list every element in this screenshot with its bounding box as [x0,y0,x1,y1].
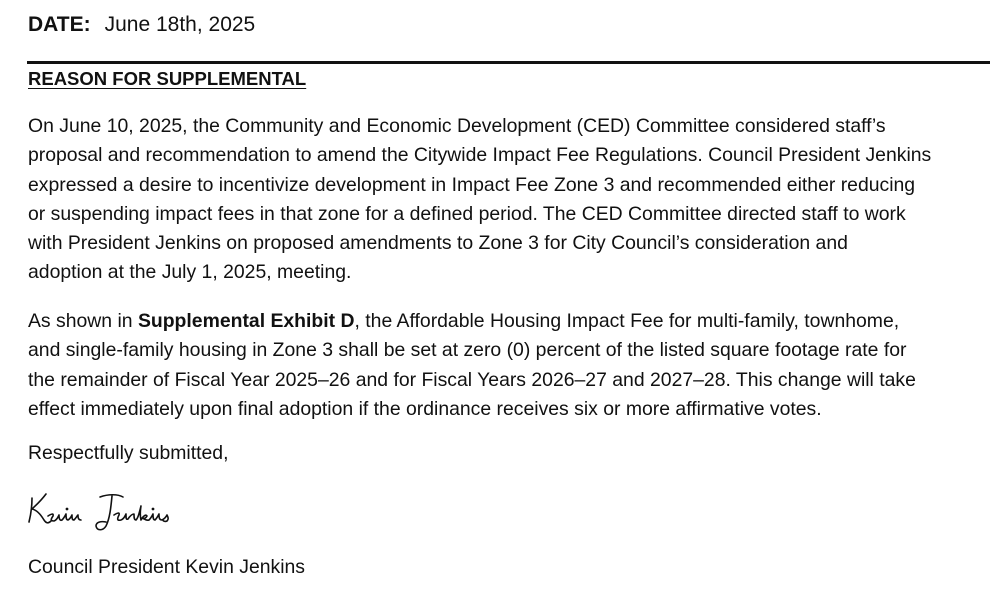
horizontal-rule [27,61,990,64]
date-value: June 18th, 2025 [104,13,256,36]
paragraph-1 [28,112,988,288]
handwritten-signature [26,488,176,532]
line-prefix: As shown in [28,310,138,332]
paragraph-2 [28,307,988,424]
paragraph-line: effect immediately upon final adoption if the ordinance receives six or more affirmative votes. [28,397,822,420]
paragraph-line: and single-family housing in Zone 3 shall be set at zero (0) percent of the listed square footage rate for [28,339,907,362]
paragraph-line: proposal and recommendation to amend the Citywide Impact Fee Regulations. Council President Jenkins [28,144,932,167]
paragraph-line: with President Jenkins on proposed amendments to Zone 3 for City Council’s consideration and [28,232,848,255]
signer-name: Council President Kevin Jenkins [28,556,305,578]
paragraph-line: or suspending impact fees in that zone for a defined period. The CED Committee directed staff to work [28,202,906,225]
date-label: DATE: [28,13,91,36]
paragraph-line: On June 10, 2025, the Community and Economic Development (CED) Committee considered staff’s [28,115,886,137]
section-heading: REASON FOR SUPPLEMENTAL [28,68,307,89]
date-line [28,13,255,37]
paragraph-line: the remainder of Fiscal Year 2025–26 and for Fiscal Years 2026–27 and 2027–28. This change will take [28,368,916,391]
closing-text: Respectfully submitted, [28,442,229,464]
paragraph-line: adoption at the July 1, 2025, meeting. [28,261,352,284]
exhibit-reference: Supplemental Exhibit D [137,310,355,332]
line-suffix: , the Affordable Housing Impact Fee for multi-family, townhome, [354,310,900,332]
paragraph-line: expressed a desire to incentivize development in Impact Fee Zone 3 and recommended either reducing [28,173,916,196]
paragraph-line [28,307,988,336]
